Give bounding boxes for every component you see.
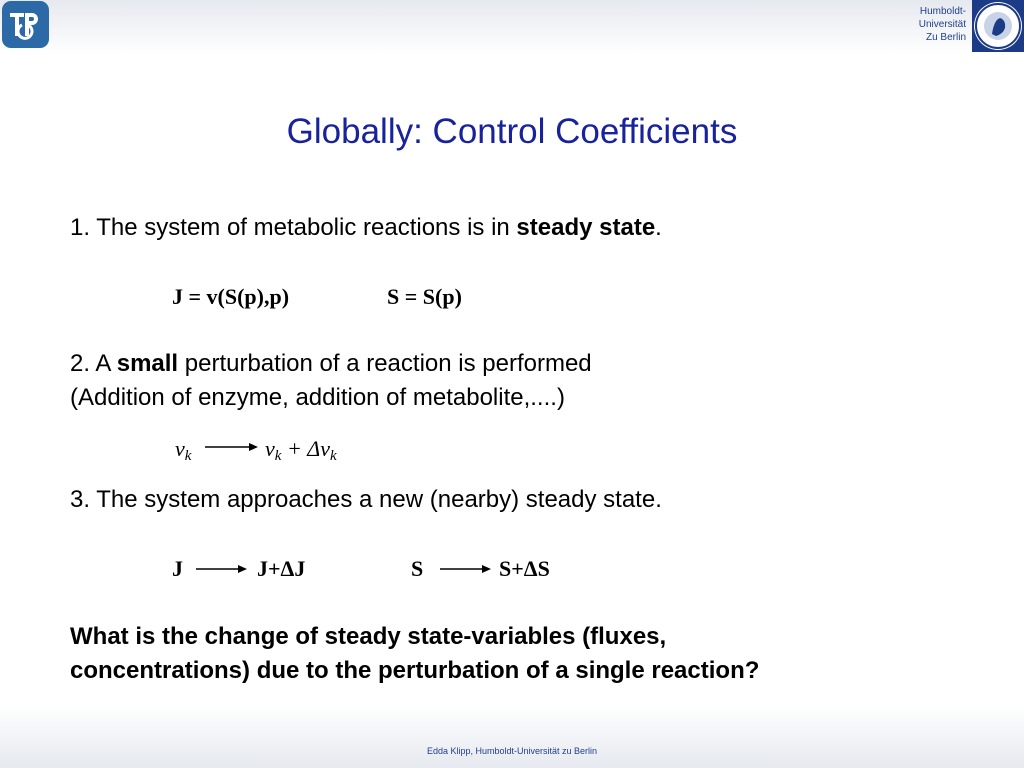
point-2 — [70, 347, 592, 415]
tbp-logo — [2, 1, 49, 48]
concentration-equation: S = S(p) — [387, 284, 462, 309]
rate-delta: + Δv — [281, 436, 330, 461]
university-line-3: Zu Berlin — [925, 32, 966, 43]
point-1 — [70, 211, 662, 245]
key-question-line-2: concentrations) due to the perturbation of a single reaction? — [70, 657, 760, 684]
flux-equation: J = v(S(p),p) — [172, 284, 290, 309]
point-1-text: 1. The system of metabolic reactions is in — [70, 214, 517, 241]
arrow-right-icon — [205, 441, 259, 453]
rate-rhs — [265, 436, 337, 462]
small-term: small — [116, 350, 179, 377]
footer-credit: Edda Klipp, Humboldt-Universität zu Berlin — [426, 746, 598, 756]
university-name — [919, 5, 966, 44]
concentration-perturbed: S+ΔS — [499, 556, 550, 581]
rate-lhs — [175, 436, 191, 462]
tbp-logo-icon — [2, 1, 49, 48]
steady-state-term: steady state — [516, 214, 656, 241]
rate-k: k — [184, 448, 192, 464]
humboldt-university-seal-icon — [972, 0, 1024, 52]
rate-rhs-v: v — [265, 436, 275, 461]
arrow-right-icon — [196, 563, 248, 575]
flux-perturbed: J+ΔJ — [257, 556, 306, 581]
key-question — [70, 620, 759, 688]
point-2-suffix: perturbation of a reaction is performed — [178, 350, 592, 377]
rate-rhs-k2: k — [329, 448, 337, 464]
rate-v: v — [175, 436, 185, 461]
rate-rhs-k: k — [274, 448, 282, 464]
key-question-line-1: What is the change of steady state-variables (fluxes, — [70, 623, 667, 650]
university-line-1: Humboldt- — [919, 6, 966, 17]
point-2-text: 2. A — [70, 350, 117, 377]
concentration-symbol: S — [411, 556, 424, 581]
point-2-line-2: (Addition of enzyme, addition of metabolite,....) — [70, 384, 565, 411]
university-line-2: Universität — [918, 19, 966, 30]
point-1-suffix: . — [655, 214, 662, 241]
arrow-right-icon — [440, 563, 492, 575]
slide-title: Globally: Control Coefficients — [286, 112, 738, 151]
point-3: 3. The system approaches a new (nearby) steady state. — [70, 486, 662, 513]
flux-symbol: J — [172, 556, 183, 581]
